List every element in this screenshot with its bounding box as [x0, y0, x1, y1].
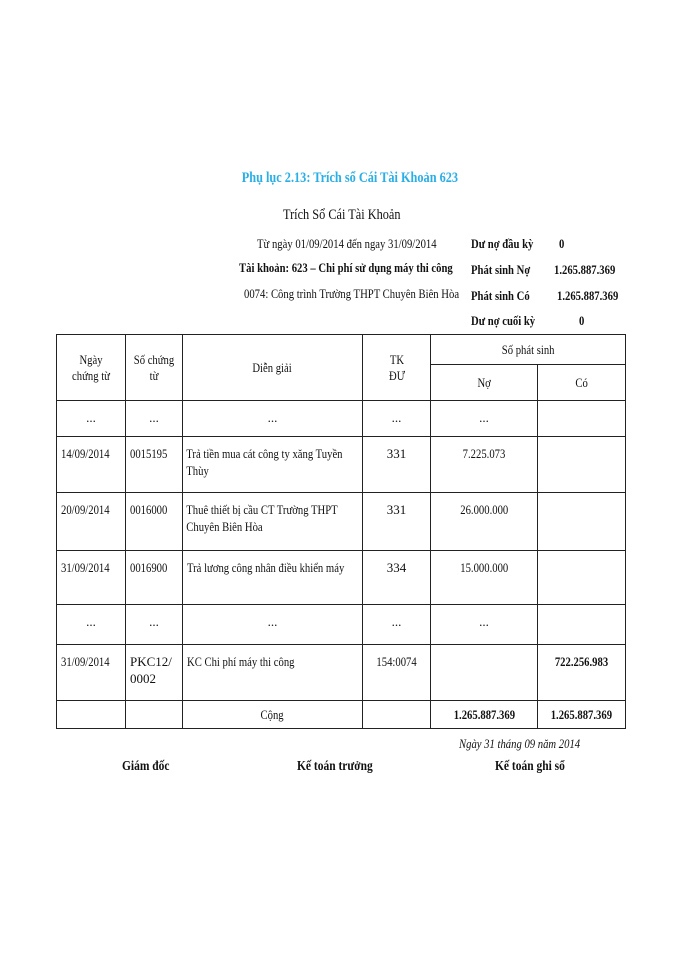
header-date: Ngày chứng từ: [57, 335, 126, 401]
header-arising: Số phát sinh: [431, 335, 626, 365]
closing-balance-label: Dư nợ cuối kỳ: [471, 313, 536, 328]
credit-arising-label: Phát sinh Có: [471, 288, 530, 303]
debit-arising-value: 1.265.887.369: [554, 262, 616, 277]
total-credit: 1.265.887.369: [550, 706, 613, 722]
project-line: 0074: Công trình Trường THPT Chuyên Biên Hòa: [244, 286, 460, 301]
header-description: Diễn giải: [183, 335, 363, 401]
total-row: [57, 701, 626, 729]
header-debit: Nợ: [431, 365, 538, 401]
period-line: Từ ngày 01/09/2014 đến ngay 31/09/2014: [257, 236, 437, 251]
closing-balance-value: 0: [579, 313, 585, 328]
table-row: ... ... ... ... ...: [57, 401, 626, 437]
total-label: Cộng: [260, 706, 285, 722]
header-doc-number: Số chứng từ: [126, 335, 183, 401]
header-contra-account: TK ĐƯ: [363, 335, 431, 401]
signature-chief-accountant: Kế toán trưởng: [297, 759, 373, 774]
table-row: 14/09/2014 0015195 Trả tiền mua cát công ty xăng Tuyền Thùy 331 7.225.073: [57, 437, 626, 493]
total-debit: 1.265.887.369: [453, 706, 515, 722]
signing-date: Ngày 31 tháng 09 năm 2014: [459, 736, 581, 751]
debit-arising-label: Phát sinh Nợ: [471, 262, 531, 277]
signature-bookkeeper: Kế toán ghi sổ: [495, 759, 565, 774]
ledger-subtitle: Trích Sổ Cái Tài Khoản: [283, 207, 401, 223]
table-row: ... ... ... ... ...: [57, 605, 626, 645]
table-row: 20/09/2014 0016000 Thuê thiết bị cầu CT Trường THPT Chuyên Biên Hòa 331 26.000.000: [57, 493, 626, 551]
header-credit: Có: [538, 365, 626, 401]
credit-arising-value: 1.265.887.369: [557, 288, 619, 303]
ledger-table: [56, 334, 626, 729]
opening-balance-label: Dư nợ đầu kỳ: [471, 236, 534, 251]
table-row: 31/09/2014 0016900 Trả lương công nhân điều khiển máy 334 15.000.000: [57, 551, 626, 605]
page-title: Phụ lục 2.13: Trích sổ Cái Tài Khoản 623: [241, 170, 459, 186]
signature-director: Giám đốc: [122, 759, 170, 774]
account-line: Tài khoản: 623 – Chi phí sử dụng máy thi công: [239, 260, 453, 275]
opening-balance-value: 0: [559, 236, 565, 251]
table-row: 31/09/2014 PKC12/ 0002 KC Chi phí máy thi công 154:0074 722.256.983: [57, 645, 626, 701]
